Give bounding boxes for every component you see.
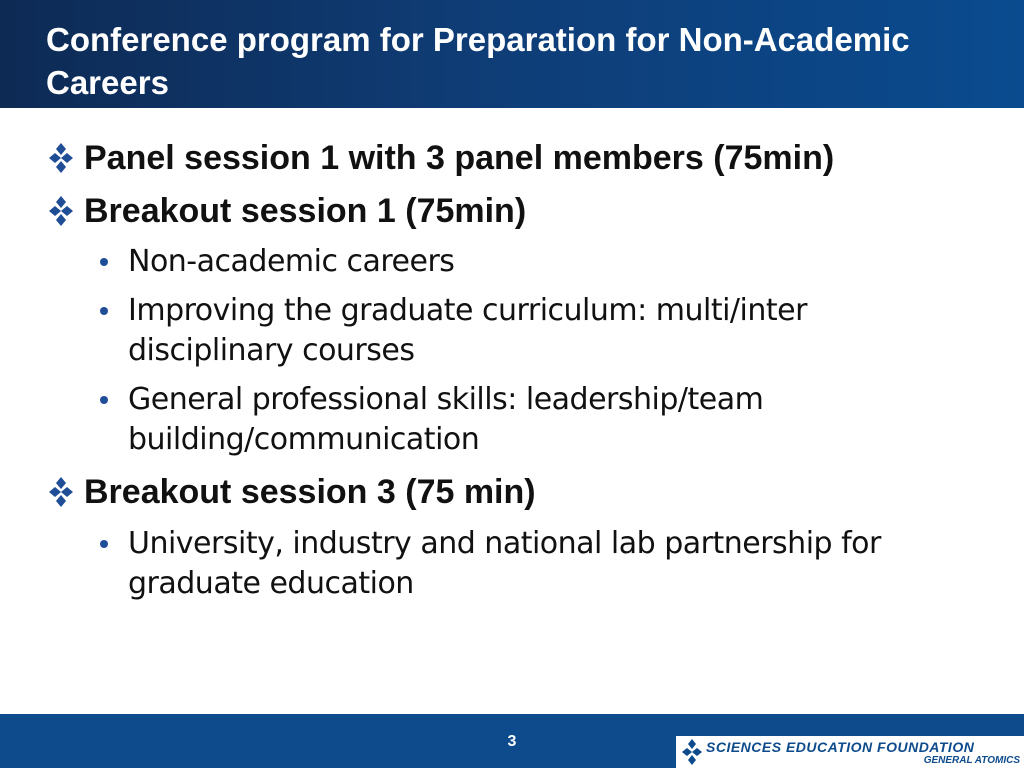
list-item [100, 524, 920, 604]
list-item-text: Panel session 1 with 3 panel members (75min) [84, 139, 835, 177]
round-bullet-icon [100, 258, 108, 266]
list-item [100, 242, 920, 282]
list-item [100, 380, 920, 460]
list-item [100, 291, 920, 371]
logo-title: SCIENCES EDUCATION FOUNDATION [706, 739, 975, 755]
round-bullet-icon [100, 396, 108, 404]
list-item-text: Non-academic careers [128, 244, 455, 279]
list-item [46, 138, 834, 178]
list-item-text: Breakout session 3 (75 min) [84, 473, 536, 511]
list-item [46, 191, 526, 231]
list-item [46, 472, 536, 512]
sef-logo-mark-icon [680, 738, 704, 766]
page-number: 3 [507, 733, 517, 750]
title-bar [0, 0, 1024, 108]
list-item-text: Improving the graduate curriculum: multi/inter disciplinary courses [128, 293, 807, 368]
list-item-text: University, industry and national lab partnership for graduate education [128, 526, 881, 601]
round-bullet-icon [100, 540, 108, 548]
diamond-bullet-icon [46, 194, 76, 228]
footer-bar [0, 714, 1024, 768]
round-bullet-icon [100, 307, 108, 315]
list-item-text: General professional skills: leadership/team building/communication [128, 382, 764, 457]
list-item-text: Breakout session 1 (75min) [84, 192, 527, 230]
diamond-bullet-icon [46, 141, 76, 175]
logo-subtitle: GENERAL ATOMICS [923, 755, 1020, 766]
diamond-bullet-icon [46, 475, 76, 509]
slide-title: Conference program for Preparation for Non-Academic Careers [46, 21, 910, 101]
sef-logo [676, 736, 1024, 768]
